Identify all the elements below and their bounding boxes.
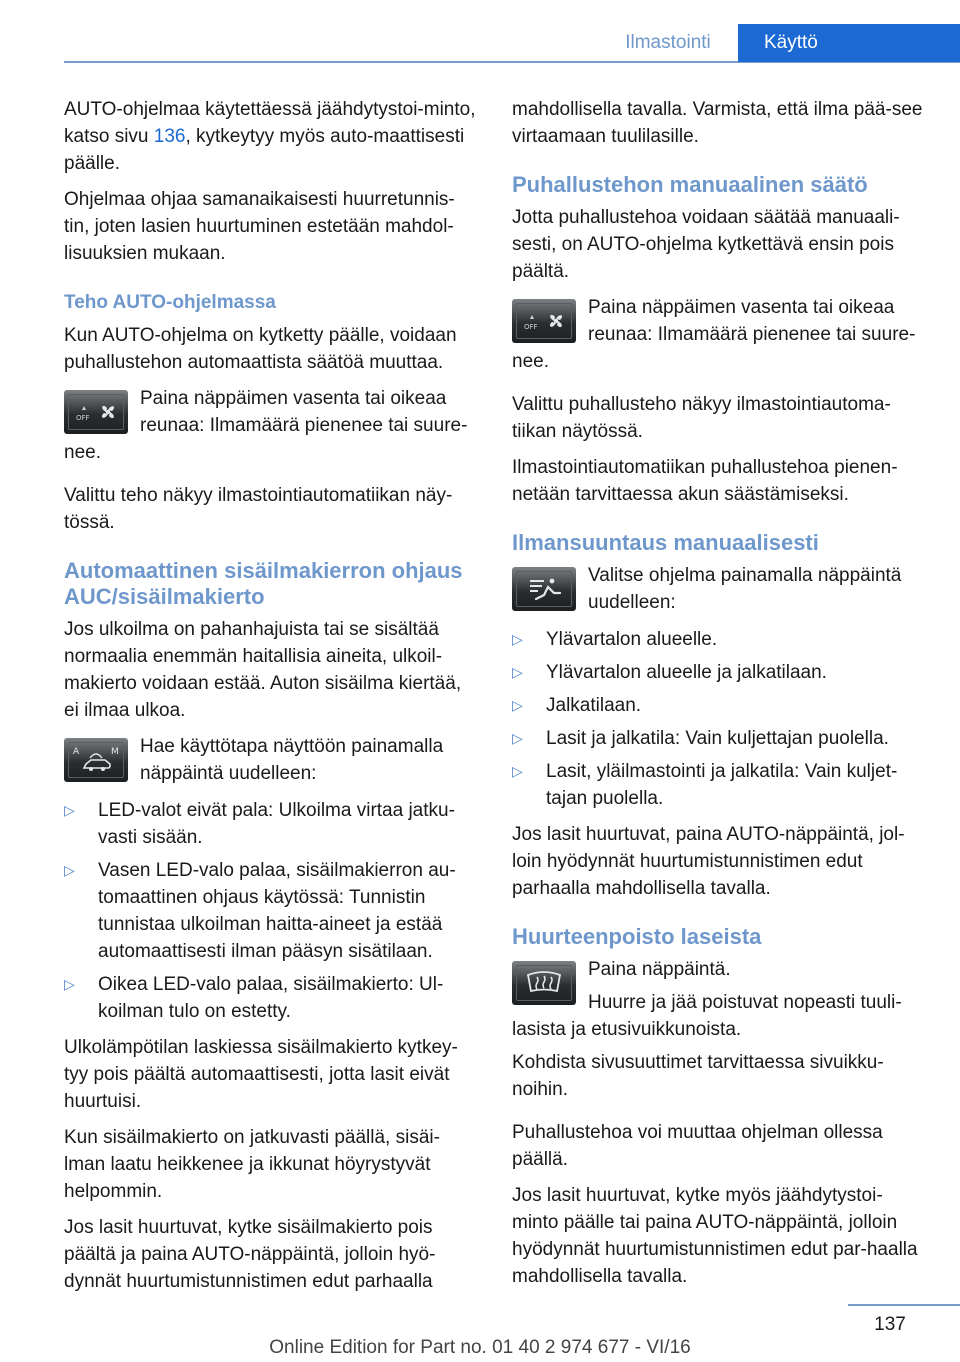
bullet-triangle-icon: ▷: [64, 976, 75, 992]
page-link[interactable]: 136: [153, 126, 186, 147]
left-column: [64, 96, 480, 1304]
paragraph: Ilmastointiautomatiikan puhallustehoa pienen-netään tarvittaessa akun säästämiseksi.: [512, 457, 898, 505]
right-column: [512, 96, 928, 1299]
bullet-triangle-icon: ▷: [512, 697, 523, 713]
list-item: ▷ Vasen LED-valo palaa, sisäilmakierron au-tomaattinen ohjaus käytössä: Tunnistin tunnistaa ulkoilman haitta-aineet ja estää automaattisesti ilman pääsyn sisätilaan.: [64, 857, 480, 965]
svg-text:A: A: [73, 747, 80, 757]
paragraph: Ulkolämpötilan laskiessa sisäilmakierto kytkey-tyy pois päältä automaattisesti, jotta lasit eivät huurtuisi.: [64, 1037, 458, 1112]
bullet-triangle-icon: ▷: [512, 631, 523, 647]
paragraph: Jos lasit huurtuvat, paina AUTO-näppäintä, jol-loin hyödynnät huurtumistunnistimen edut parhaalla mahdollisella tavalla.: [512, 824, 905, 899]
list-item: ▷ Jalkatilaan.: [512, 692, 928, 719]
bullet-triangle-icon: ▷: [64, 802, 75, 818]
list-item: ▷ LED-valot eivät pala: Ulkoilma virtaa jatku-vasti sisään.: [64, 797, 480, 851]
list-item: ▷ Lasit ja jalkatila: Vain kuljettajan puolella.: [512, 725, 928, 752]
paragraph: Jos lasit huurtuvat, kytke myös jäähdytystoi-minto päälle tai paina AUTO-näppäintä, jolloin hyödynnät huurtumistunnistimen edut par-haalla mahdollisella tavalla.: [512, 1185, 918, 1287]
bullet-triangle-icon: ▷: [512, 664, 523, 680]
section-heading: Ilmansuuntaus manuaalisesti: [512, 530, 819, 555]
list-item: ▷ Lasit, yläilmastointi ja jalkatila: Vain kuljet-tajan puolella.: [512, 758, 928, 812]
windshield-defrost-button-icon: [512, 961, 576, 1005]
paragraph: Jos lasit huurtuvat, kytke sisäilmakierto pois päältä ja paina AUTO-näppäintä, jolloin hyö-dynnät huurtumistunnistimen edut parhaalla: [64, 1217, 436, 1292]
figure-caption: Valitse ohjelma painamalla näppäintä uudelleen:: [588, 565, 902, 613]
figure-paragraph: [512, 294, 928, 375]
figure-caption: Hae käyttötapa näyttöön painamalla näppäintä uudelleen:: [140, 736, 444, 784]
page-number: 137: [874, 1314, 906, 1335]
figure-paragraph: [512, 956, 928, 1043]
svg-text:M: M: [111, 747, 119, 757]
list-item: ▷ Ylävartalon alueelle ja jalkatilaan.: [512, 659, 928, 686]
paragraph: Kun sisäilmakierto on jatkuvasti päällä, sisäi-lman laatu heikkenee ja ikkunat höyrystyvät helpommin.: [64, 1127, 440, 1202]
figure-paragraph: [64, 385, 480, 466]
paragraph: Puhallustehoa voi muuttaa ohjelman ollessa päällä.: [512, 1122, 883, 1170]
air-distribution-button-icon: [512, 567, 576, 611]
svg-text:OFF: OFF: [524, 323, 538, 331]
section-heading: Huurteenpoisto laseista: [512, 924, 762, 949]
paragraph: AUTO-ohjelmaa käytettäessä jäähdytystoi-minto, katso sivu 136, kytkeytyy myös auto-maattisesti päälle.: [64, 99, 476, 174]
edition-line: Online Edition for Part no. 01 40 2 974 677 - VI/16: [269, 1337, 691, 1358]
paragraph: Valittu teho näkyy ilmastointiautomatiikan näy-tössä.: [64, 485, 453, 533]
figure-paragraph: [64, 733, 480, 787]
paragraph: Jos ulkoilma on pahanhajuista tai se sisältää normaalia enemmän haitallisia aineita, ulkoil-makierto voidaan estää. Auton sisäilma kiertää, ei ilmaa ulkoa.: [64, 619, 462, 721]
bullet-triangle-icon: ▷: [512, 730, 523, 746]
section-heading: Automaattinen sisäilmakierron ohjaus AUC/sisäilmakierto: [64, 558, 463, 609]
paragraph: Ohjelmaa ohjaa samanaikaisesti huurretunnis-tin, joten lasien huurtuminen estetään mahdol-lisuuksien mukaan.: [64, 189, 455, 264]
paragraph: Kohdista sivusuuttimet tarvittaessa sivuikku-noihin.: [512, 1052, 884, 1100]
header-tab: Käyttö: [738, 24, 960, 62]
paragraph: Kun AUTO-ohjelma on kytketty päälle, voidaan puhallustehon automaattista säätöä muuttaa.: [64, 325, 457, 373]
section-heading: Puhallustehon manuaalinen säätö: [512, 172, 868, 197]
bullet-triangle-icon: ▷: [64, 862, 75, 878]
paragraph: Valittu puhallusteho näkyy ilmastointiautoma-tiikan näytössä.: [512, 394, 891, 442]
figure-caption: Paina näppäimen vasenta tai oikeaa reunaa: Ilmamäärä pienenee tai suure-nee.: [512, 297, 916, 372]
recirculation-button-icon: [64, 738, 128, 782]
paragraph: Jotta puhallustehoa voidaan säätää manuaali-sesti, on AUTO-ohjelma kytkettävä ensin pois päältä.: [512, 207, 900, 282]
figure-caption: Paina näppäintä.: [588, 959, 731, 980]
footer-rule: [848, 1304, 960, 1306]
header-section: Ilmastointi: [625, 32, 711, 53]
figure-caption: Paina näppäimen vasenta tai oikeaa reunaa: Ilmamäärä pienenee tai suure-nee.: [64, 388, 468, 463]
bullet-triangle-icon: ▷: [512, 763, 523, 779]
svg-text:OFF: OFF: [76, 414, 90, 422]
fan-button-icon: [64, 390, 128, 434]
figure-caption: Huurre ja jää poistuvat nopeasti tuuli-lasista ja etusivuikkunoista.: [512, 992, 902, 1040]
figure-paragraph: [512, 562, 928, 616]
section-heading: Teho AUTO-ohjelmassa: [64, 292, 276, 313]
paragraph: mahdollisella tavalla. Varmista, että ilma pää-see virtaamaan tuulilasille.: [512, 99, 923, 147]
list-item: ▷ Oikea LED-valo palaa, sisäilmakierto: Ul-koilman tulo on estetty.: [64, 971, 480, 1025]
fan-button-icon: [512, 299, 576, 343]
list-item: ▷ Ylävartalon alueelle.: [512, 626, 928, 653]
